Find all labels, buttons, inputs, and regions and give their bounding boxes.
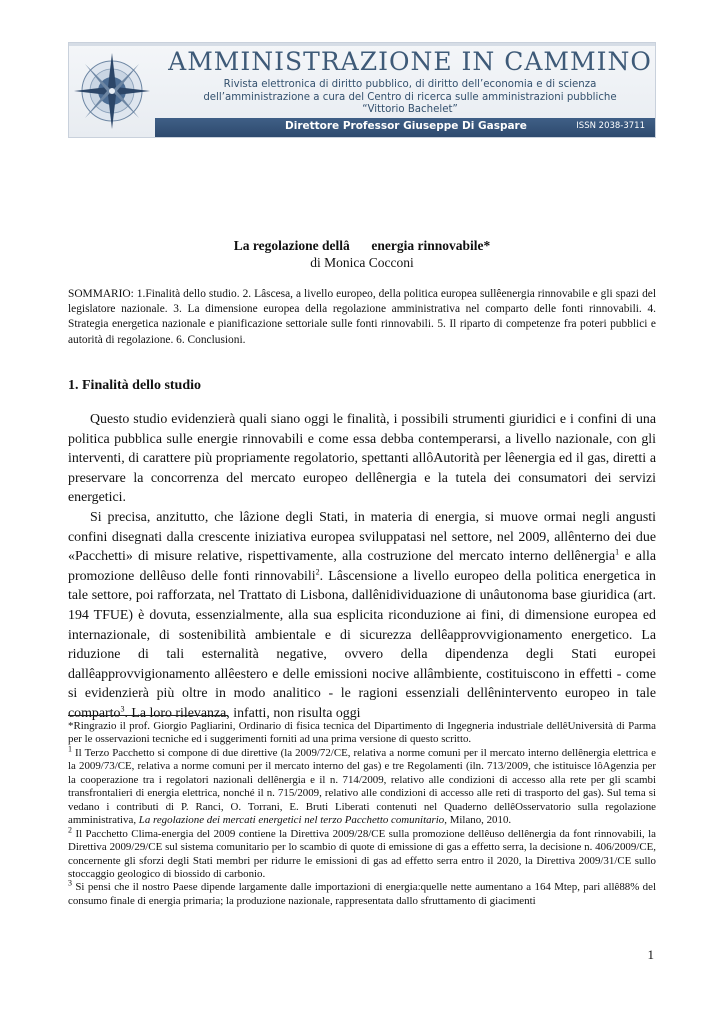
footnote-2 bbox=[68, 825, 656, 882]
body-text-span: e alla promozione dellêuso delle fonti rinnovabili bbox=[68, 549, 656, 584]
footnote-number: 1 bbox=[68, 744, 72, 754]
director-bar bbox=[155, 118, 655, 137]
article-title: La regolazione dellâenergia rinnovabile* bbox=[233, 238, 491, 253]
director-name: Direttore Professor Giuseppe Di Gaspare bbox=[285, 120, 527, 132]
issn: ISSN 2038-3711 bbox=[576, 121, 645, 131]
footnote-ref[interactable]: 1 bbox=[615, 547, 620, 557]
journal-subtitle-line-2: dell’amministrazione a cura del Centro di ricerca sulle amministrazioni pubbliche bbox=[203, 92, 617, 103]
journal-subtitle-line-1: Rivista elettronica di diritto pubblico, di diritto dell’economia e di scienza bbox=[223, 79, 597, 90]
footnote-3 bbox=[68, 878, 656, 908]
body-paragraph: Questo studio evidenzierà quali siano oggi le finalità, i possibili strumenti giuridici e i confini di una politica pubblica sulle energie rinnovabili e come essa debba contemperarsi, a livello nazionale, con gli interventi, di carattere più propriamente regolatorio, spettanti allôAutorità per lêenergia ed il gas, diretti a preservare la concorrenza del mercato europeo dellênergia e la tutela dei consumatori dei servizi energetici. bbox=[68, 412, 656, 506]
footnote-ref[interactable]: 2 bbox=[315, 567, 320, 577]
body-paragraph bbox=[68, 508, 656, 724]
article-body bbox=[68, 410, 656, 724]
body-text-span: . La loro rilevanza, infatti, non risulta oggi bbox=[124, 705, 361, 721]
footnote-text: Si pensi che il nostro Paese dipende largamente dalle importazioni di energia:quelle nette aumentano a 164 Mtep, pari allê88% del consumo finale di energia primaria; la produzione nazionale, rappresentata dallo sfruttamento di giacimenti bbox=[68, 881, 656, 907]
body-text-span: Si precisa, anzitutto, che lâzione degli Stati, in materia di energia, si muove ormai negli angusti confini disegnati dalla crescente iniziativa europea sviluppatasi nel settore, nel 2009, allênterno dei due «Pacchetti» di misure relative, rispettivamente, alla costruzione del mercato interno dellênergia bbox=[68, 509, 656, 565]
journal-subtitle-line-3: “Vittorio Bachelet” bbox=[362, 104, 458, 115]
article-header bbox=[68, 237, 656, 271]
footnotes bbox=[68, 720, 656, 908]
body-text-span: . Lâscensione a livello europeo della politica energetica in tale settore, poi rafforzata, nel Trattato di Lisbona, dallênidividuazione di unâutonoma base giuridica (art. 194 TFUE) è dovuta, essenzialmente, alla sua esplicita riconduzione ai fini, di dimensione europea ed internazionale, di sostenibilità ambientale e di sicurezza dellêapprovvigionamento energetico. La riduzione di tali esternalità negative, ovvero della dipendenza degli Stati europei dallêapprovvigionamento allêestero e delle emissioni nocive allâmbiente, costituiscono in effetti - come si evidenzierà più oltre in modo analitico - le ragioni essenziali dellênintervento europeo in tale comparto bbox=[68, 568, 656, 721]
page-number: 1 bbox=[647, 947, 654, 962]
journal-title: AMMINISTRAZIONE IN CAMMINO bbox=[168, 47, 652, 76]
footnote-ref[interactable]: 3 bbox=[120, 704, 125, 714]
section-heading: 1. Finalità dello studio bbox=[68, 378, 202, 393]
footnote-number: 2 bbox=[68, 825, 72, 834]
footnote-separator bbox=[68, 715, 228, 716]
footnote-1 bbox=[68, 744, 656, 828]
journal-banner bbox=[68, 42, 656, 138]
footnote-text: , Milano, 2010. bbox=[444, 814, 512, 827]
footnote-cited-title: La regolazione dei mercati energetici nel terzo Pacchetto comunitario bbox=[138, 814, 445, 827]
compass-rose-logo bbox=[71, 47, 153, 135]
article-summary: SOMMARIO: 1.Finalità dello studio. 2. Lâscesa, a livello europeo, della politica europea sullêenergia rinnovabile e gli spazi del legislatore nazionale. 3. La dimensione europea della regolazione amministrativa nel comparto delle fonti rinnovabili. 4. Strategia energetica nazionale e pianificazione settoriale sulle fonti rinnovabili. 5. Il riparto di competenze fra poteri pubblici e autorità di regolazione. 6. Conclusioni. bbox=[68, 288, 656, 346]
footnote-number: 3 bbox=[68, 878, 72, 888]
article-author: di Monica Cocconi bbox=[310, 255, 414, 270]
footnote-text: Il Terzo Pacchetto si compone di due direttive (la 2009/72/CE, relativa a norme comuni per il mercato interno dellênergia elettrica e la 2009/73/CE, relativa a norme comuni per il mercato interno del gas) e tre Regolamenti (iln. 713/2009, che istituisce lôAgenzia per la cooperazione tra i regolatori nazionali dellênergia e il n. 714/2009, relativo alle condizioni di accesso alla rete per gli scambi transfrontalieri di energia elettrica, nonché il n. 715/2009, relativo alle condizioni di accesso alle reti di trasporto del gas). Sul tema si vedano i contributi di P. Ranci, O. Torrani, E. Bruti Liberati contenuti nel Quaderno dellêOsservatorio sulla regolazione amministrativa, bbox=[68, 746, 656, 827]
banner-top-line bbox=[69, 43, 655, 46]
footnote-star: *Ringrazio il prof. Giorgio Pagliarini, Ordinario di fisica tecnica del Dipartimento di Ingegneria industriale dellêUniversità di Parma per le osservazioni tecniche ed i suggerimenti forniti ad una prima versione di questo scritto. bbox=[68, 720, 656, 746]
footnote-text: Il Pacchetto Clima-energia del 2009 contiene la Direttiva 2009/28/CE sulla promozione dellêuso dellênergia da font rinnovabili, la Direttiva 2009/29/CE sul sistema comunitario per lo scambio di quote di emissione di gas a effetto serra, la decisione n. 406/2009/CE, concernente gli sforzi degli Stati membri per ridurre le emissioni di gas ad effetto serra entro il 2020, la Direttiva 2009/31/CE sullo stoccaggio geologico di biossido di carbonio. bbox=[68, 827, 656, 880]
